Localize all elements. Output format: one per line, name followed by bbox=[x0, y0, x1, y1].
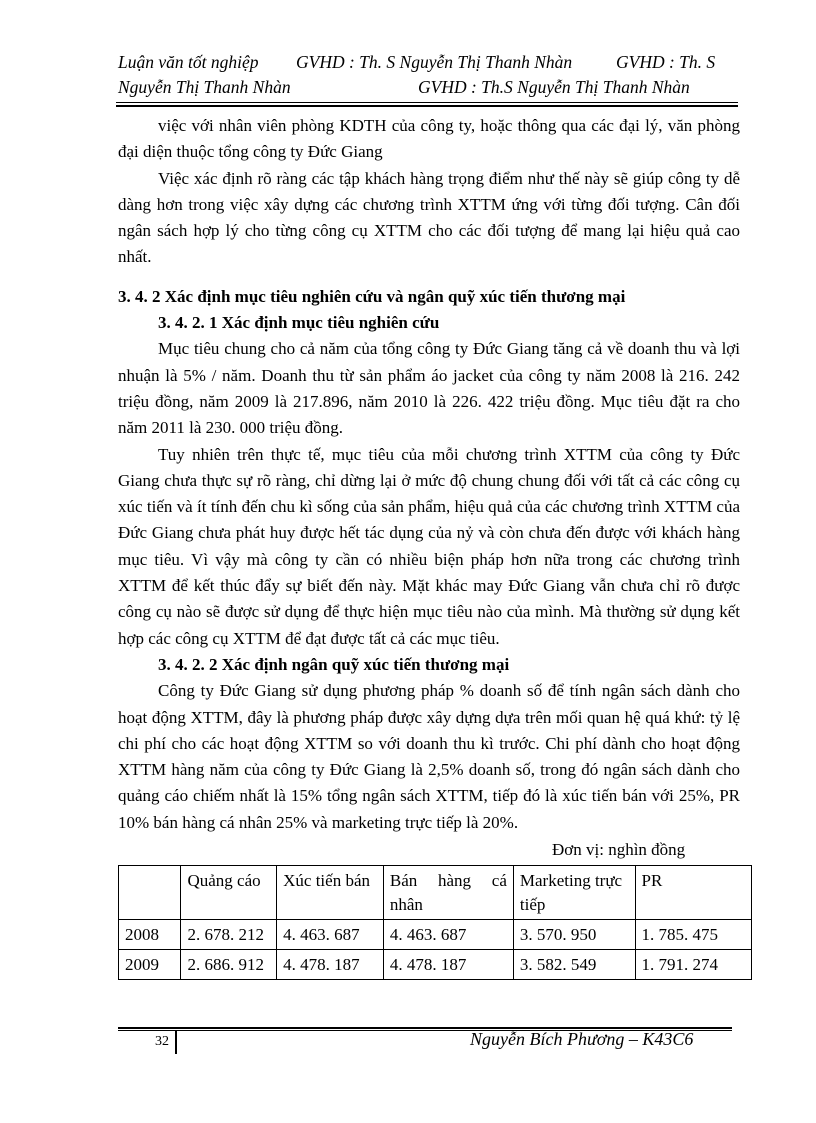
page-body bbox=[118, 113, 740, 836]
table-cell: 2009 bbox=[119, 950, 181, 980]
table-header-cell: PR bbox=[635, 866, 751, 920]
table-header-cell: Marketing trực tiếp bbox=[513, 866, 635, 920]
table-cell: 1. 785. 475 bbox=[635, 920, 751, 950]
table-cell: 1. 791. 274 bbox=[635, 950, 751, 980]
paragraph-2: Việc xác định rõ ràng các tập khách hàng trọng điểm như thế này sẽ giúp công ty dễ dàng hơn trong việc xây dựng các chương trình XTTM ứng với từng đối tượng. Cân đối ngân sách hợp lý cho từng công cụ XTTM cho các đối tượng để mang lại hiệu quả cao nhất. bbox=[118, 168, 740, 267]
header-advisor-3: GVHD : Th.S Nguyễn Thị Thanh Nhàn bbox=[418, 77, 690, 97]
header-advisor-2: GVHD : Th. S bbox=[616, 52, 716, 72]
heading-3-4-2-2: 3. 4. 2. 2 Xác định ngân quỹ xúc tiến thương mại bbox=[158, 654, 510, 674]
paragraph-3: Mục tiêu chung cho cả năm của tổng công ty Đức Giang tăng cả về doanh thu và lợi nhuận là 5% / năm. Doanh thu từ sản phẩm áo jacket của công ty năm 2008 là 216. 242 triệu đồng, năm 2009 là 217.896, năm 2010 là 226. 422 triệu đồng. Mục tiêu đặt ra cho năm 2011 là 230. 000 triệu đồng. bbox=[118, 339, 740, 438]
header-rule-thick bbox=[116, 105, 738, 107]
table-cell: 4. 463. 687 bbox=[383, 920, 513, 950]
footer-divider bbox=[175, 1030, 177, 1054]
header-advisor-name: Nguyễn Thị Thanh Nhàn bbox=[118, 77, 291, 97]
header-advisor-1: GVHD : Th. S Nguyễn Thị Thanh Nhàn bbox=[296, 52, 573, 72]
table-header-cell bbox=[119, 866, 181, 920]
table-cell: 4. 478. 187 bbox=[383, 950, 513, 980]
table-unit-label: Đơn vị: nghìn đồng bbox=[552, 840, 686, 859]
table-cell: 3. 570. 950 bbox=[513, 920, 635, 950]
table-header-cell: Quảng cáo bbox=[181, 866, 277, 920]
header-rule bbox=[116, 102, 738, 103]
heading-3-4-2-1: 3. 4. 2. 1 Xác định mục tiêu nghiên cứu bbox=[158, 313, 440, 333]
table-cell: 4. 463. 687 bbox=[277, 920, 384, 950]
page-header bbox=[118, 50, 738, 100]
footer-author: Nguyễn Bích Phương – K43C6 bbox=[470, 1029, 694, 1049]
table-header-row bbox=[119, 866, 752, 920]
paragraph-4: Tuy nhiên trên thực tế, mục tiêu của mỗi chương trình XTTM của công ty Đức Giang chưa thực sự rõ ràng, chỉ dừng lại ở mức độ chung chung đối với tất cả các công cụ xúc tiến và ít tính đến chu kì sống của sản phẩm, hiệu quả của các chương trình XTTM của Đức Giang chưa phát huy được hết tác dụng của nỷ và còn chưa đến được với khách hàng mục tiêu. Vì vậy mà công ty cần có nhiều biện pháp hơn nữa trong các chương trình XTTM để kết thúc đẩy sự biết đến này. Mặt khác may Đức Giang vẫn chưa chỉ rõ được công cụ nào sẽ được sử dụng để thực hiện mục tiêu nào của mình. Mà thường sử dụng kết hợp các công cụ XTTM để đạt được tất cả các mục tiêu. bbox=[118, 444, 740, 648]
table-header-cell: Xúc tiến bán bbox=[277, 866, 384, 920]
budget-table bbox=[118, 865, 752, 980]
table-cell: 2008 bbox=[119, 920, 181, 950]
table-cell: 4. 478. 187 bbox=[277, 950, 384, 980]
heading-3-4-2: 3. 4. 2 Xác định mục tiêu nghiên cứu và ngân quỹ xúc tiến thương mại bbox=[118, 286, 626, 306]
table-row bbox=[119, 950, 752, 980]
paragraph-5: Công ty Đức Giang sử dụng phương pháp % doanh số để tính ngân sách dành cho hoạt động XTTM, đây là phương pháp được xây dựng dựa trên mối quan hệ quá khứ: tỷ lệ chi phí cho các hoạt động XTTM so với doanh thu kì trước. Chi phí dành cho hoạt động XTTM hàng năm của công ty Đức Giang là 2,5% doanh số, trong đó ngân sách dành cho quảng cáo chiếm nhất là 15% tổng ngân sách XTTM, tiếp đó là xúc tiến bán với 25%, PR 10% bán hàng cá nhân 25% và marketing trực tiếp là 20%. bbox=[118, 681, 740, 832]
header-thesis-label: Luận văn tốt nghiệp bbox=[118, 52, 259, 72]
paragraph-1: việc với nhân viên phòng KDTH của công ty, hoặc thông qua các đại lý, văn phòng đại diện thuộc tổng công ty Đức Giang bbox=[118, 116, 740, 162]
table-cell: 2. 686. 912 bbox=[181, 950, 277, 980]
table-row bbox=[119, 920, 752, 950]
table-header-cell: Bán hàng cá nhân bbox=[383, 866, 513, 920]
page-number: 32 bbox=[155, 1034, 169, 1049]
table-cell: 2. 678. 212 bbox=[181, 920, 277, 950]
table-cell: 3. 582. 549 bbox=[513, 950, 635, 980]
